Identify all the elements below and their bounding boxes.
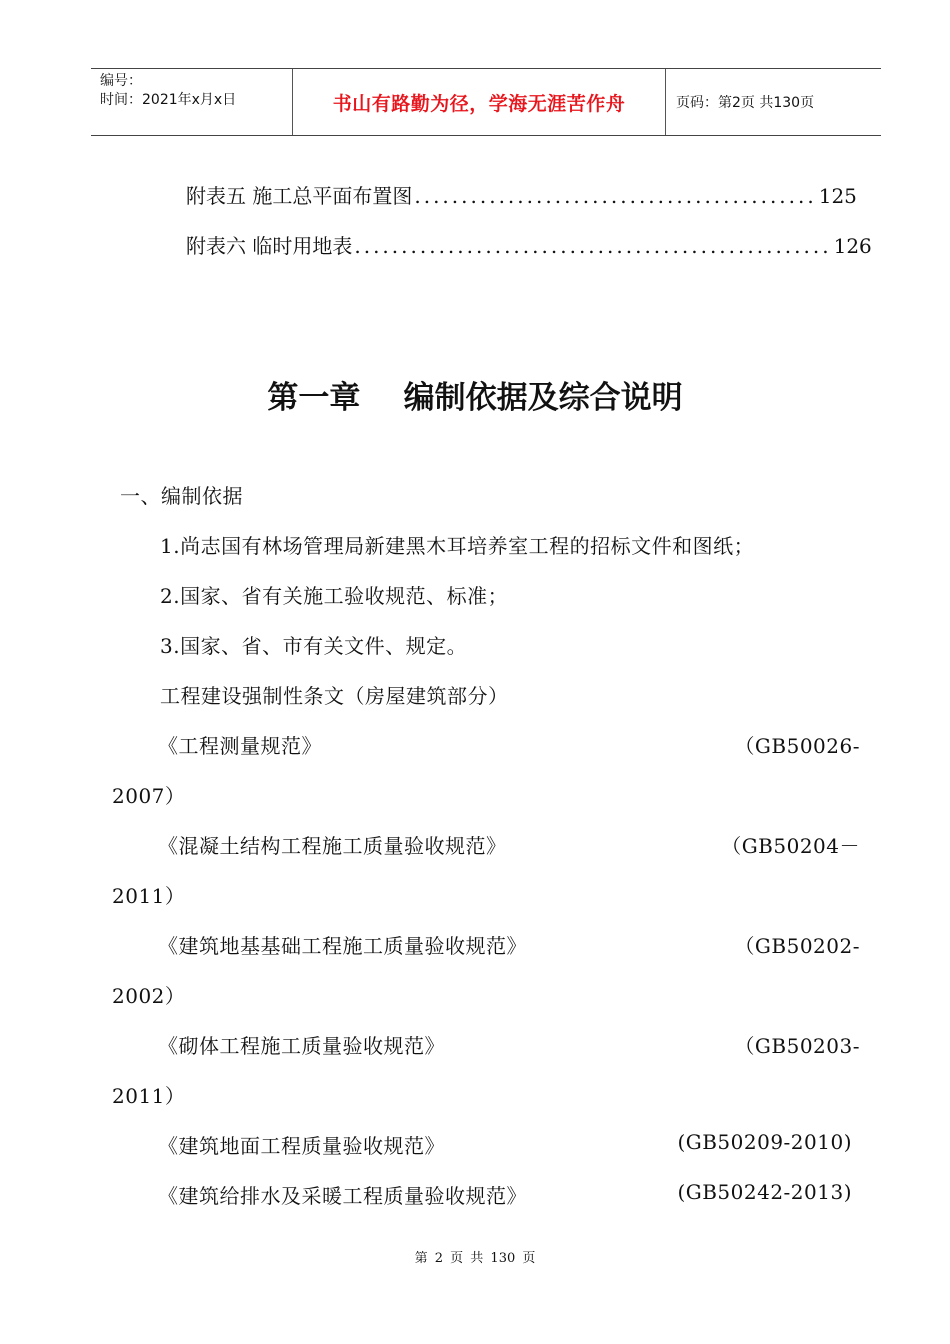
list-item: 3.国家、省、市有关文件、规定。 bbox=[160, 634, 468, 658]
standard-code-continuation: 2011） bbox=[112, 1084, 186, 1108]
toc-entry-leader: ................................................... bbox=[354, 234, 832, 258]
standard-item bbox=[158, 1030, 860, 1059]
standard-code: （GB50204－ bbox=[721, 834, 860, 858]
standard-code: (GB50242-2013) bbox=[677, 1180, 852, 1204]
list-item: 2.国家、省有关施工验收规范、标准； bbox=[160, 584, 509, 608]
section-subheading: 工程建设强制性条文（房屋建筑部分） bbox=[160, 684, 509, 708]
standard-name: 《砌体工程施工质量验收规范》 bbox=[158, 1034, 445, 1058]
toc-entry[interactable] bbox=[186, 230, 872, 259]
standard-item bbox=[158, 1130, 852, 1159]
toc-entry-title: 附表五 施工总平面布置图 bbox=[186, 184, 413, 208]
header-meta bbox=[91, 69, 293, 135]
toc-entry-page: 126 bbox=[833, 234, 872, 258]
chapter-title: 第一章 编制依据及综合说明 bbox=[267, 380, 683, 416]
standard-item bbox=[158, 730, 860, 759]
standard-code-continuation: 2002） bbox=[112, 984, 186, 1008]
section-heading: 一、编制依据 bbox=[120, 484, 243, 508]
toc-entry[interactable] bbox=[186, 180, 857, 209]
standard-code: （GB50026- bbox=[734, 734, 860, 758]
document-time: 时间：2021年x月x日 bbox=[100, 92, 237, 108]
toc-entry-title: 附表六 临时用地表 bbox=[186, 234, 353, 258]
toc-entry-leader: ........................................... bbox=[414, 184, 817, 208]
list-item: 1.尚志国有林场管理局新建黑木耳培养室工程的招标文件和图纸； bbox=[160, 534, 755, 558]
toc-entry-page: 125 bbox=[818, 184, 857, 208]
standard-name: 《建筑地基基础工程施工质量验收规范》 bbox=[158, 934, 527, 958]
standard-name: 《混凝土结构工程施工质量验收规范》 bbox=[158, 834, 507, 858]
standard-code: (GB50209-2010) bbox=[677, 1130, 852, 1154]
standard-name: 《建筑给排水及采暖工程质量验收规范》 bbox=[158, 1184, 527, 1208]
standard-item bbox=[158, 930, 860, 959]
standard-item bbox=[158, 830, 860, 859]
header-motto: 书山有路勤为径，学海无涯苦作舟 bbox=[293, 69, 666, 135]
header-page-info: 页码：第2页 共130页 bbox=[676, 95, 815, 111]
standard-item bbox=[158, 1180, 852, 1209]
page-header bbox=[91, 68, 881, 136]
document-number-label: 编号： bbox=[100, 73, 142, 89]
standard-code-continuation: 2011） bbox=[112, 884, 186, 908]
standard-code: （GB50203- bbox=[734, 1034, 860, 1058]
standard-name: 《工程测量规范》 bbox=[158, 734, 322, 758]
page-footer: 第 2 页 共 130 页 bbox=[414, 1251, 536, 1266]
standard-code: （GB50202- bbox=[734, 934, 860, 958]
standard-name: 《建筑地面工程质量验收规范》 bbox=[158, 1134, 445, 1158]
standard-code-continuation: 2007） bbox=[112, 784, 186, 808]
